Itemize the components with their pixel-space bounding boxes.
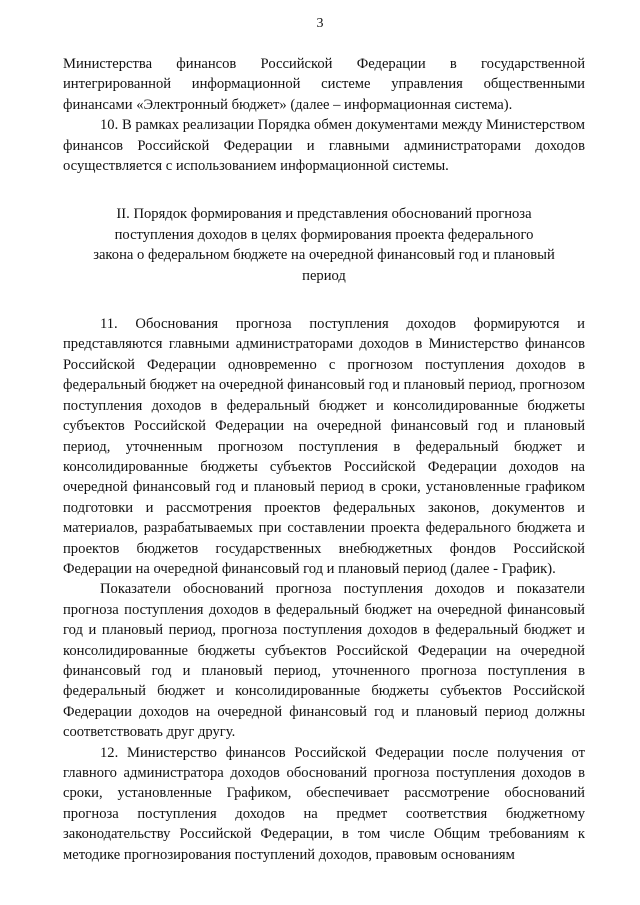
paragraph-indicators: Показатели обоснований прогноза поступления доходов и показатели прогноза поступления доходов в федеральный бюджет на очередной финансовый год и плановый период, прогноза поступления доходов в федеральный бюджет и консолидированные бюджеты субъектов Российской Федерации на очередной финансовый год и плановый период, уточненного прогноза поступления в федеральный бюджет и консолидированные бюджеты субъектов Российской Федерации доходов на очередной финансовый год и плановый период должны соответствовать друг другу. [63,581,585,741]
paragraph-11: 11. Обоснования прогноза поступления доходов формируются и представляются главными администраторами доходов в Министерство финансов Российской Федерации одновременно с прогнозом поступления доходов в федеральный бюджет на очередной финансовый год и плановый период, прогнозом поступления доходов в федеральный бюджет и консолидированные бюджеты субъектов Российской Федерации на очередной финансовый год и плановый период, уточненным прогнозом поступления в федеральный бюджет и консолидированные бюджеты субъектов Российской Федерации доходов на очередной финансовый год и плановый период в сроки, установленные графиком подготовки и рассмотрения проектов федеральных законов, документов и материалов, разрабатываемых при составлении проекта федерального бюджета и проектов бюджетов государственных внебюджетных фондов Российской Федерации на очередной финансовый год и плановый период (далее - График). [63,316,585,577]
section-heading: II. Порядок формирования и представления обоснований прогноза поступления доходов в целях формирования проекта федерального закона о федеральном бюджете на очередной финансовый год и плановый период [93,206,555,284]
paragraph-continuation: Министерства финансов Российской Федерации в государственной интегрированной информационной системе управления общественными финансами «Электронный бюджет» (далее – информационная система). [63,56,585,113]
paragraph-10: 10. В рамках реализации Порядка обмен документами между Министерством финансов Российской Федерации и главными администраторами доходов осуществляется с использованием информационной системы. [63,117,585,175]
document-body [63,54,585,865]
paragraph-12: 12. Министерство финансов Российской Федерации после получения от главного администратора доходов обоснований прогноза поступления доходов в сроки, установленные Графиком, обеспечивает рассмотрение обоснований прогноза поступления доходов на предмет соответствия бюджетному законодательству Российской Федерации, в том числе Общим требованиям к методике прогнозирования поступлений доходов, правовым основаниям [63,744,585,863]
page-number: 3 [316,16,324,31]
